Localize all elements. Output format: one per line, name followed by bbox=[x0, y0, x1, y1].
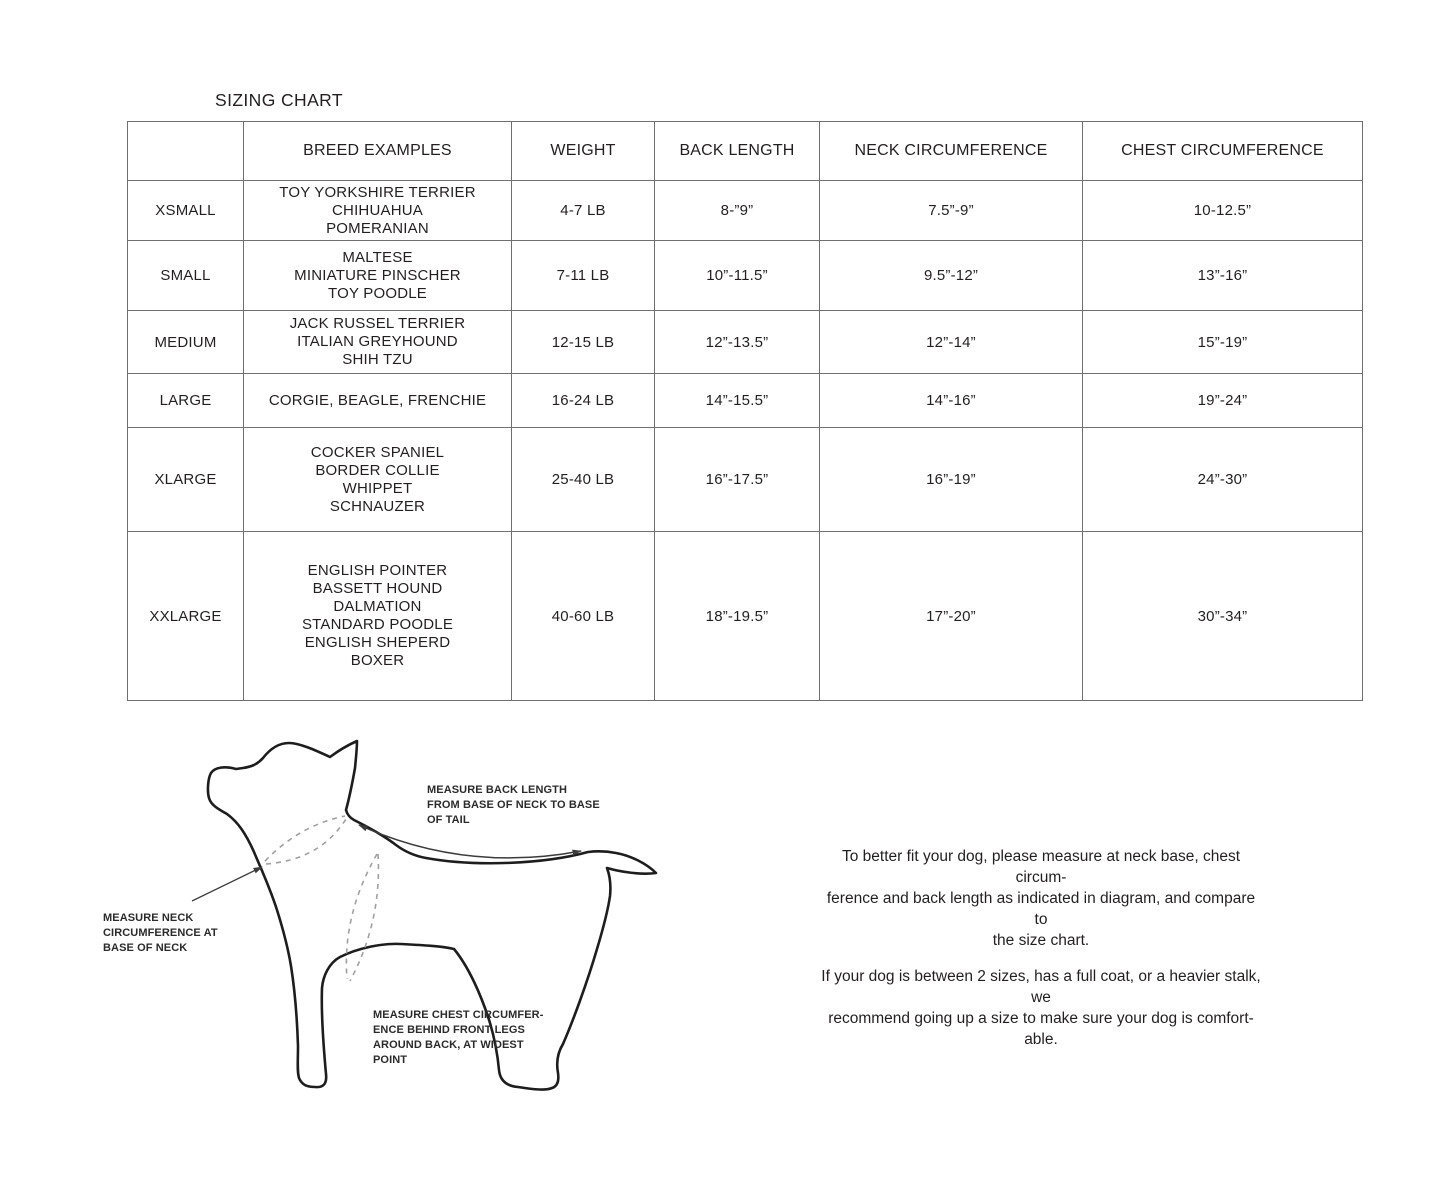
chest-circumference-cell: 30”-34” bbox=[1083, 532, 1363, 701]
table-header-row bbox=[128, 122, 1363, 181]
breed-line: CHIHUAHUA bbox=[332, 201, 423, 219]
breed-examples-cell bbox=[244, 181, 512, 241]
back-length-cell: 16”-17.5” bbox=[655, 428, 820, 532]
table-row bbox=[128, 311, 1363, 374]
neck-label-arrow bbox=[192, 867, 262, 901]
page-title: SIZING CHART bbox=[215, 90, 343, 110]
table-row bbox=[128, 181, 1363, 241]
neck-circumference-label: MEASURE NECK bbox=[103, 912, 194, 924]
back-length-label: OF TAIL bbox=[427, 814, 470, 826]
header-neck-circumference: NECK CIRCUMFERENCE bbox=[820, 122, 1083, 181]
back-length-cell: 14”-15.5” bbox=[655, 374, 820, 428]
weight-cell: 4-7 LB bbox=[512, 181, 655, 241]
note-line: the size chart. bbox=[992, 932, 1090, 949]
dog-measurement-diagram bbox=[95, 715, 675, 1125]
neck-circumference-cell: 9.5”-12” bbox=[820, 241, 1083, 311]
note-line: recommend going up a size to make sure your dog is comfort- bbox=[828, 1010, 1254, 1027]
breed-examples-cell bbox=[244, 241, 512, 311]
size-label: LARGE bbox=[128, 374, 244, 428]
header-breed-examples: BREED EXAMPLES bbox=[244, 122, 512, 181]
breed-line: MALTESE bbox=[342, 248, 413, 266]
breed-line: CORGIE, BEAGLE, FRENCHIE bbox=[268, 391, 487, 409]
chest-circumference-label: AROUND BACK, AT WIDEST bbox=[373, 1039, 524, 1051]
fitting-note-paragraph bbox=[820, 966, 1262, 1050]
sizing-table bbox=[127, 121, 1363, 701]
table-row bbox=[128, 241, 1363, 311]
weight-cell: 25-40 LB bbox=[512, 428, 655, 532]
chest-circumference-cell: 15”-19” bbox=[1083, 311, 1363, 374]
breed-line: ENGLISH POINTER bbox=[307, 562, 448, 579]
chest-circumference-cell: 13”-16” bbox=[1083, 241, 1363, 311]
breed-line: BASSETT HOUND bbox=[312, 580, 443, 597]
breed-line: SCHNAUZER bbox=[329, 497, 426, 515]
header-size bbox=[128, 122, 244, 181]
note-line: To better fit your dog, please measure at neck base, chest circum- bbox=[841, 848, 1241, 886]
breed-line: POMERANIAN bbox=[326, 219, 429, 237]
breed-line: COCKER SPANIEL bbox=[310, 443, 445, 461]
size-label: XLARGE bbox=[128, 428, 244, 532]
chest-circumference-label: POINT bbox=[373, 1054, 408, 1066]
size-label: SMALL bbox=[128, 241, 244, 311]
neck-circumference-dashed-line bbox=[265, 816, 346, 864]
size-label: MEDIUM bbox=[128, 311, 244, 374]
breed-examples-cell bbox=[244, 428, 512, 532]
note-line: able. bbox=[1024, 1031, 1058, 1048]
breed-line: TOY POODLE bbox=[328, 284, 427, 302]
weight-cell: 12-15 LB bbox=[512, 311, 655, 374]
back-length-label: MEASURE BACK LENGTH bbox=[427, 784, 568, 796]
breed-line: TOY YORKSHIRE TERRIER bbox=[279, 183, 476, 201]
breed-line: BOXER bbox=[350, 652, 405, 669]
back-length-cell: 18”-19.5” bbox=[655, 532, 820, 701]
weight-cell: 16-24 LB bbox=[512, 374, 655, 428]
weight-cell: 40-60 LB bbox=[512, 532, 655, 701]
chest-circumference-cell: 24”-30” bbox=[1083, 428, 1363, 532]
size-label: XXLARGE bbox=[128, 532, 244, 701]
chest-circumference-dashed-line bbox=[346, 854, 378, 981]
breed-line: ITALIAN GREYHOUND bbox=[297, 333, 458, 350]
breed-examples-cell bbox=[244, 532, 512, 701]
table-row bbox=[128, 428, 1363, 532]
fitting-note-paragraph bbox=[820, 846, 1262, 951]
neck-circumference-cell: 7.5”-9” bbox=[820, 181, 1083, 241]
table-row bbox=[128, 532, 1363, 701]
note-line: ference and back length as indicated in diagram, and compare to bbox=[826, 890, 1256, 928]
size-label: XSMALL bbox=[128, 181, 244, 241]
breed-examples-cell bbox=[244, 374, 512, 428]
breed-line: STANDARD POODLE bbox=[301, 616, 454, 633]
breed-examples-cell bbox=[244, 311, 512, 374]
note-line: If your dog is between 2 sizes, has a full coat, or a heavier stalk, we bbox=[821, 968, 1261, 1006]
breed-line: WHIPPET bbox=[342, 479, 413, 497]
neck-circumference-label: CIRCUMFERENCE AT bbox=[103, 927, 218, 939]
neck-circumference-cell: 16”-19” bbox=[820, 428, 1083, 532]
chest-circumference-cell: 10-12.5” bbox=[1083, 181, 1363, 241]
neck-circumference-cell: 14”-16” bbox=[820, 374, 1083, 428]
breed-line: DALMATION bbox=[333, 598, 422, 615]
header-chest-circumference: CHEST CIRCUMFERENCE bbox=[1083, 122, 1363, 181]
weight-cell: 7-11 LB bbox=[512, 241, 655, 311]
chest-circumference-label: MEASURE CHEST CIRCUMFER- bbox=[373, 1009, 544, 1021]
breed-line: ENGLISH SHEPERD bbox=[304, 634, 451, 651]
back-length-cell: 12”-13.5” bbox=[655, 311, 820, 374]
neck-circumference-cell: 12”-14” bbox=[820, 311, 1083, 374]
chest-circumference-cell: 19”-24” bbox=[1083, 374, 1363, 428]
breed-line: BORDER COLLIE bbox=[315, 461, 440, 479]
table-row bbox=[128, 374, 1363, 428]
breed-line: MINIATURE PINSCHER bbox=[294, 266, 461, 284]
neck-circumference-label: BASE OF NECK bbox=[103, 942, 188, 954]
header-back-length: BACK LENGTH bbox=[655, 122, 820, 181]
breed-line: SHIH TZU bbox=[342, 351, 413, 368]
fitting-notes bbox=[820, 846, 1262, 1050]
chest-circumference-label: ENCE BEHIND FRONT LEGS bbox=[373, 1024, 525, 1036]
breed-line: JACK RUSSEL TERRIER bbox=[289, 315, 466, 332]
back-length-label: FROM BASE OF NECK TO BASE bbox=[427, 799, 600, 811]
back-length-cell: 8-”9” bbox=[655, 181, 820, 241]
neck-circumference-cell: 17”-20” bbox=[820, 532, 1083, 701]
back-length-cell: 10”-11.5” bbox=[655, 241, 820, 311]
header-weight: WEIGHT bbox=[512, 122, 655, 181]
